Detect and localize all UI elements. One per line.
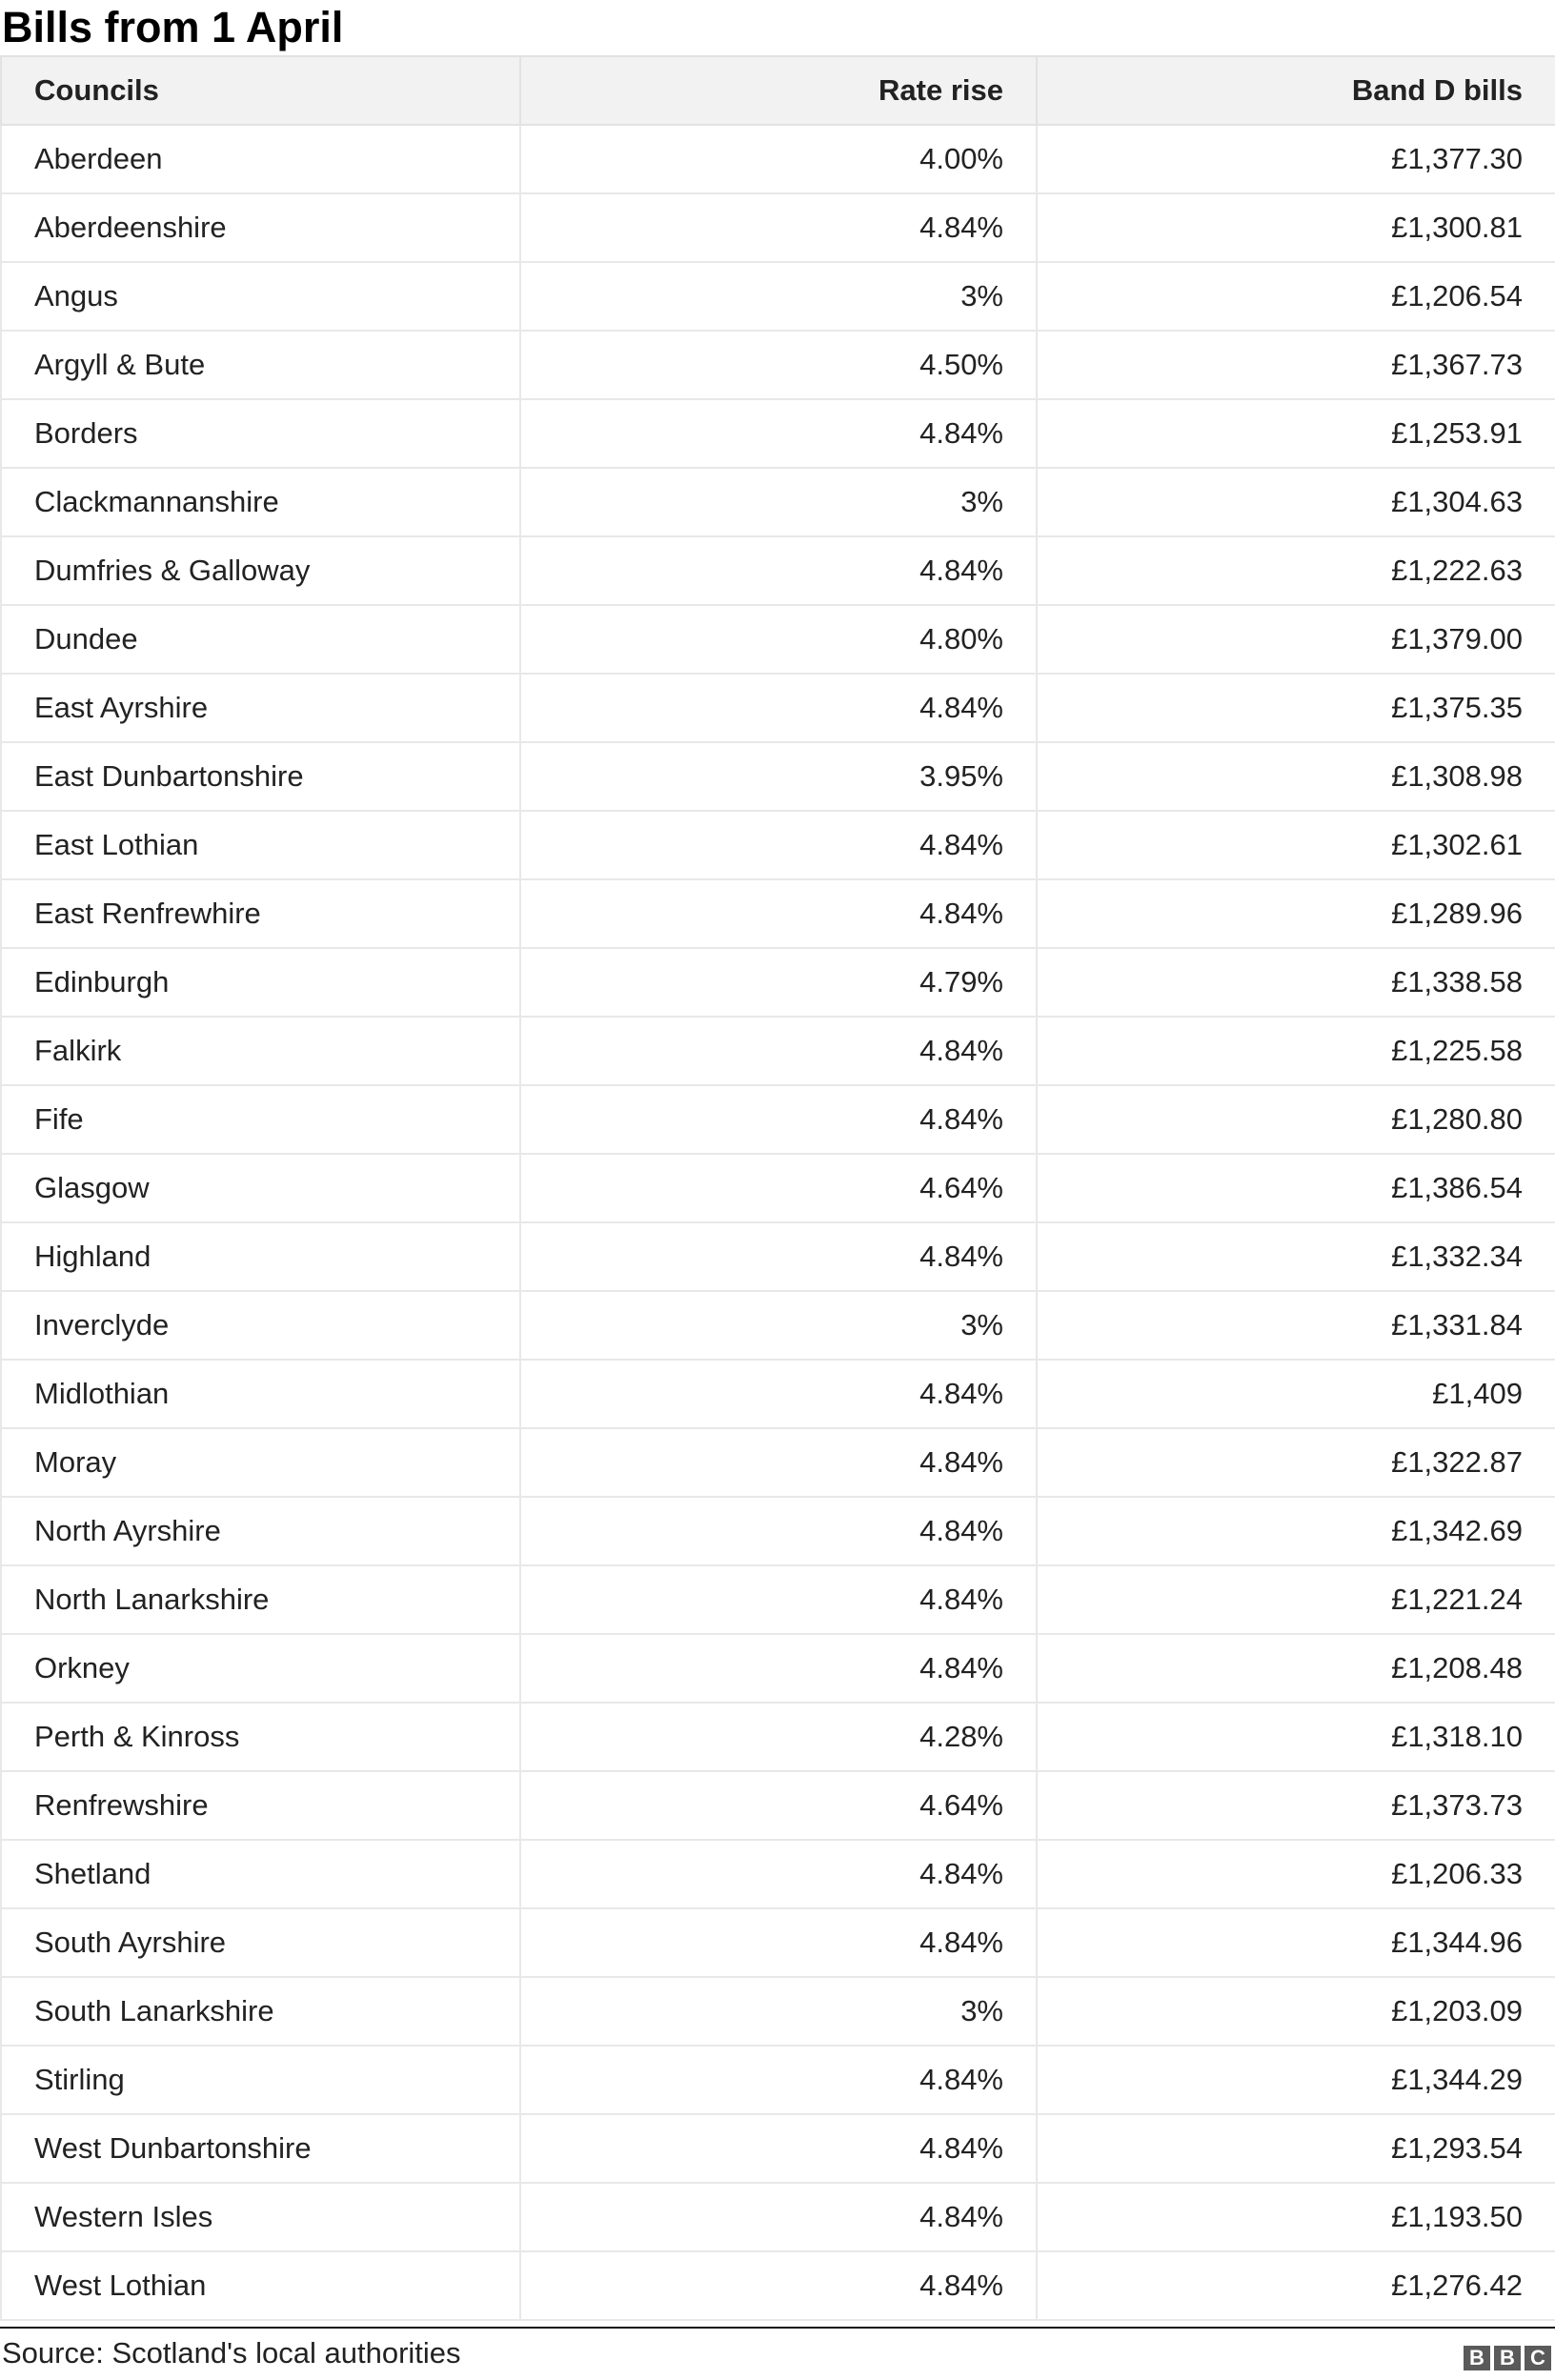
table-body — [1, 125, 1555, 2320]
rate-rise-cell: 3% — [520, 468, 1037, 536]
council-name-cell: East Renfrewhire — [1, 879, 520, 948]
council-name-cell: Borders — [1, 399, 520, 468]
council-name-cell: North Lanarkshire — [1, 1565, 520, 1634]
rate-rise-cell: 4.84% — [520, 1428, 1037, 1497]
rate-rise-cell: 3.95% — [520, 742, 1037, 811]
council-name-cell: East Dunbartonshire — [1, 742, 520, 811]
rate-rise-cell: 3% — [520, 1977, 1037, 2046]
rate-rise-cell: 4.80% — [520, 605, 1037, 674]
rate-rise-cell: 4.84% — [520, 1634, 1037, 1703]
council-name-cell: North Ayrshire — [1, 1497, 520, 1565]
council-name-cell: Edinburgh — [1, 948, 520, 1017]
band-d-bill-cell: £1,276.42 — [1037, 2251, 1555, 2320]
council-name-cell: Midlothian — [1, 1360, 520, 1428]
rate-rise-cell: 4.50% — [520, 331, 1037, 399]
bbc-logo-letter: B — [1464, 2346, 1490, 2370]
band-d-bill-cell: £1,342.69 — [1037, 1497, 1555, 1565]
band-d-bill-cell: £1,386.54 — [1037, 1154, 1555, 1222]
column-header-rate-rise: Rate rise — [520, 56, 1037, 125]
council-name-cell: West Dunbartonshire — [1, 2114, 520, 2183]
band-d-bill-cell: £1,338.58 — [1037, 948, 1555, 1017]
table-row — [1, 1977, 1555, 2046]
rate-rise-cell: 4.79% — [520, 948, 1037, 1017]
source-note: Source: Scotland's local authorities — [2, 2336, 461, 2370]
rate-rise-cell: 4.84% — [520, 1840, 1037, 1908]
table-row — [1, 2251, 1555, 2320]
band-d-bill-cell: £1,280.80 — [1037, 1085, 1555, 1154]
rate-rise-cell: 4.84% — [520, 2251, 1037, 2320]
bbc-logo-letter: C — [1525, 2346, 1551, 2370]
band-d-bill-cell: £1,289.96 — [1037, 879, 1555, 948]
table-row — [1, 125, 1555, 193]
council-name-cell: Orkney — [1, 1634, 520, 1703]
table-row — [1, 811, 1555, 879]
council-name-cell: Aberdeen — [1, 125, 520, 193]
table-row — [1, 1771, 1555, 1840]
band-d-bill-cell: £1,331.84 — [1037, 1291, 1555, 1360]
council-name-cell: Fife — [1, 1085, 520, 1154]
council-name-cell: Falkirk — [1, 1017, 520, 1085]
council-tax-table — [0, 55, 1555, 2321]
rate-rise-cell: 4.84% — [520, 1085, 1037, 1154]
table-row — [1, 1428, 1555, 1497]
rate-rise-cell: 4.84% — [520, 399, 1037, 468]
council-name-cell: Perth & Kinross — [1, 1703, 520, 1771]
band-d-bill-cell: £1,302.61 — [1037, 811, 1555, 879]
council-name-cell: Clackmannanshire — [1, 468, 520, 536]
table-row — [1, 1565, 1555, 1634]
table-row — [1, 742, 1555, 811]
band-d-bill-cell: £1,344.96 — [1037, 1908, 1555, 1977]
band-d-bill-cell: £1,375.35 — [1037, 674, 1555, 742]
table-row — [1, 1085, 1555, 1154]
table-row — [1, 1222, 1555, 1291]
rate-rise-cell: 4.84% — [520, 674, 1037, 742]
table-row — [1, 1360, 1555, 1428]
band-d-bill-cell: £1,308.98 — [1037, 742, 1555, 811]
table-row — [1, 879, 1555, 948]
band-d-bill-cell: £1,221.24 — [1037, 1565, 1555, 1634]
table-row — [1, 605, 1555, 674]
table-row — [1, 1634, 1555, 1703]
council-name-cell: Highland — [1, 1222, 520, 1291]
council-name-cell: Dundee — [1, 605, 520, 674]
table-row — [1, 468, 1555, 536]
table-row — [1, 1154, 1555, 1222]
council-name-cell: Moray — [1, 1428, 520, 1497]
column-header-band-d-bills: Band D bills — [1037, 56, 1555, 125]
rate-rise-cell: 4.84% — [520, 811, 1037, 879]
band-d-bill-cell: £1,367.73 — [1037, 331, 1555, 399]
council-name-cell: East Ayrshire — [1, 674, 520, 742]
council-name-cell: West Lothian — [1, 2251, 520, 2320]
council-name-cell: Inverclyde — [1, 1291, 520, 1360]
rate-rise-cell: 4.84% — [520, 2183, 1037, 2251]
band-d-bill-cell: £1,409 — [1037, 1360, 1555, 1428]
band-d-bill-cell: £1,332.34 — [1037, 1222, 1555, 1291]
rate-rise-cell: 4.84% — [520, 193, 1037, 262]
rate-rise-cell: 4.84% — [520, 2046, 1037, 2114]
rate-rise-cell: 4.84% — [520, 1565, 1037, 1634]
table-row — [1, 399, 1555, 468]
table-row — [1, 1840, 1555, 1908]
rate-rise-cell: 4.84% — [520, 1017, 1037, 1085]
footer-divider — [0, 2327, 1555, 2329]
table-row — [1, 1291, 1555, 1360]
band-d-bill-cell: £1,322.87 — [1037, 1428, 1555, 1497]
rate-rise-cell: 4.84% — [520, 536, 1037, 605]
table-row — [1, 948, 1555, 1017]
council-name-cell: Glasgow — [1, 1154, 520, 1222]
table-row — [1, 1497, 1555, 1565]
council-name-cell: Western Isles — [1, 2183, 520, 2251]
table-row — [1, 2046, 1555, 2114]
band-d-bill-cell: £1,193.50 — [1037, 2183, 1555, 2251]
band-d-bill-cell: £1,203.09 — [1037, 1977, 1555, 2046]
table-row — [1, 1017, 1555, 1085]
band-d-bill-cell: £1,293.54 — [1037, 2114, 1555, 2183]
rate-rise-cell: 4.84% — [520, 1360, 1037, 1428]
band-d-bill-cell: £1,379.00 — [1037, 605, 1555, 674]
band-d-bill-cell: £1,206.54 — [1037, 262, 1555, 331]
table-header — [1, 56, 1555, 125]
table-row — [1, 193, 1555, 262]
header-row — [1, 56, 1555, 125]
council-name-cell: East Lothian — [1, 811, 520, 879]
table-row — [1, 2183, 1555, 2251]
council-name-cell: Stirling — [1, 2046, 520, 2114]
council-name-cell: Aberdeenshire — [1, 193, 520, 262]
rate-rise-cell: 3% — [520, 262, 1037, 331]
band-d-bill-cell: £1,318.10 — [1037, 1703, 1555, 1771]
table-row — [1, 2114, 1555, 2183]
rate-rise-cell: 4.84% — [520, 879, 1037, 948]
rate-rise-cell: 4.64% — [520, 1771, 1037, 1840]
table-row — [1, 1703, 1555, 1771]
council-name-cell: Argyll & Bute — [1, 331, 520, 399]
council-name-cell: Renfrewshire — [1, 1771, 520, 1840]
rate-rise-cell: 4.84% — [520, 1908, 1037, 1977]
council-name-cell: Dumfries & Galloway — [1, 536, 520, 605]
rate-rise-cell: 4.64% — [520, 1154, 1037, 1222]
rate-rise-cell: 4.00% — [520, 125, 1037, 193]
rate-rise-cell: 3% — [520, 1291, 1037, 1360]
bbc-logo — [1464, 2346, 1551, 2370]
rate-rise-cell: 4.28% — [520, 1703, 1037, 1771]
rate-rise-cell: 4.84% — [520, 1497, 1037, 1565]
band-d-bill-cell: £1,222.63 — [1037, 536, 1555, 605]
bbc-logo-letter: B — [1494, 2346, 1521, 2370]
band-d-bill-cell: £1,377.30 — [1037, 125, 1555, 193]
table-row — [1, 331, 1555, 399]
band-d-bill-cell: £1,206.33 — [1037, 1840, 1555, 1908]
band-d-bill-cell: £1,300.81 — [1037, 193, 1555, 262]
council-name-cell: Angus — [1, 262, 520, 331]
table-row — [1, 262, 1555, 331]
band-d-bill-cell: £1,253.91 — [1037, 399, 1555, 468]
rate-rise-cell: 4.84% — [520, 2114, 1037, 2183]
band-d-bill-cell: £1,225.58 — [1037, 1017, 1555, 1085]
column-header-councils: Councils — [1, 56, 520, 125]
council-name-cell: South Lanarkshire — [1, 1977, 520, 2046]
council-name-cell: South Ayrshire — [1, 1908, 520, 1977]
band-d-bill-cell: £1,208.48 — [1037, 1634, 1555, 1703]
table-title: Bills from 1 April — [2, 3, 344, 51]
table-row — [1, 1908, 1555, 1977]
table-row — [1, 536, 1555, 605]
band-d-bill-cell: £1,373.73 — [1037, 1771, 1555, 1840]
band-d-bill-cell: £1,304.63 — [1037, 468, 1555, 536]
band-d-bill-cell: £1,344.29 — [1037, 2046, 1555, 2114]
table-row — [1, 674, 1555, 742]
rate-rise-cell: 4.84% — [520, 1222, 1037, 1291]
council-name-cell: Shetland — [1, 1840, 520, 1908]
